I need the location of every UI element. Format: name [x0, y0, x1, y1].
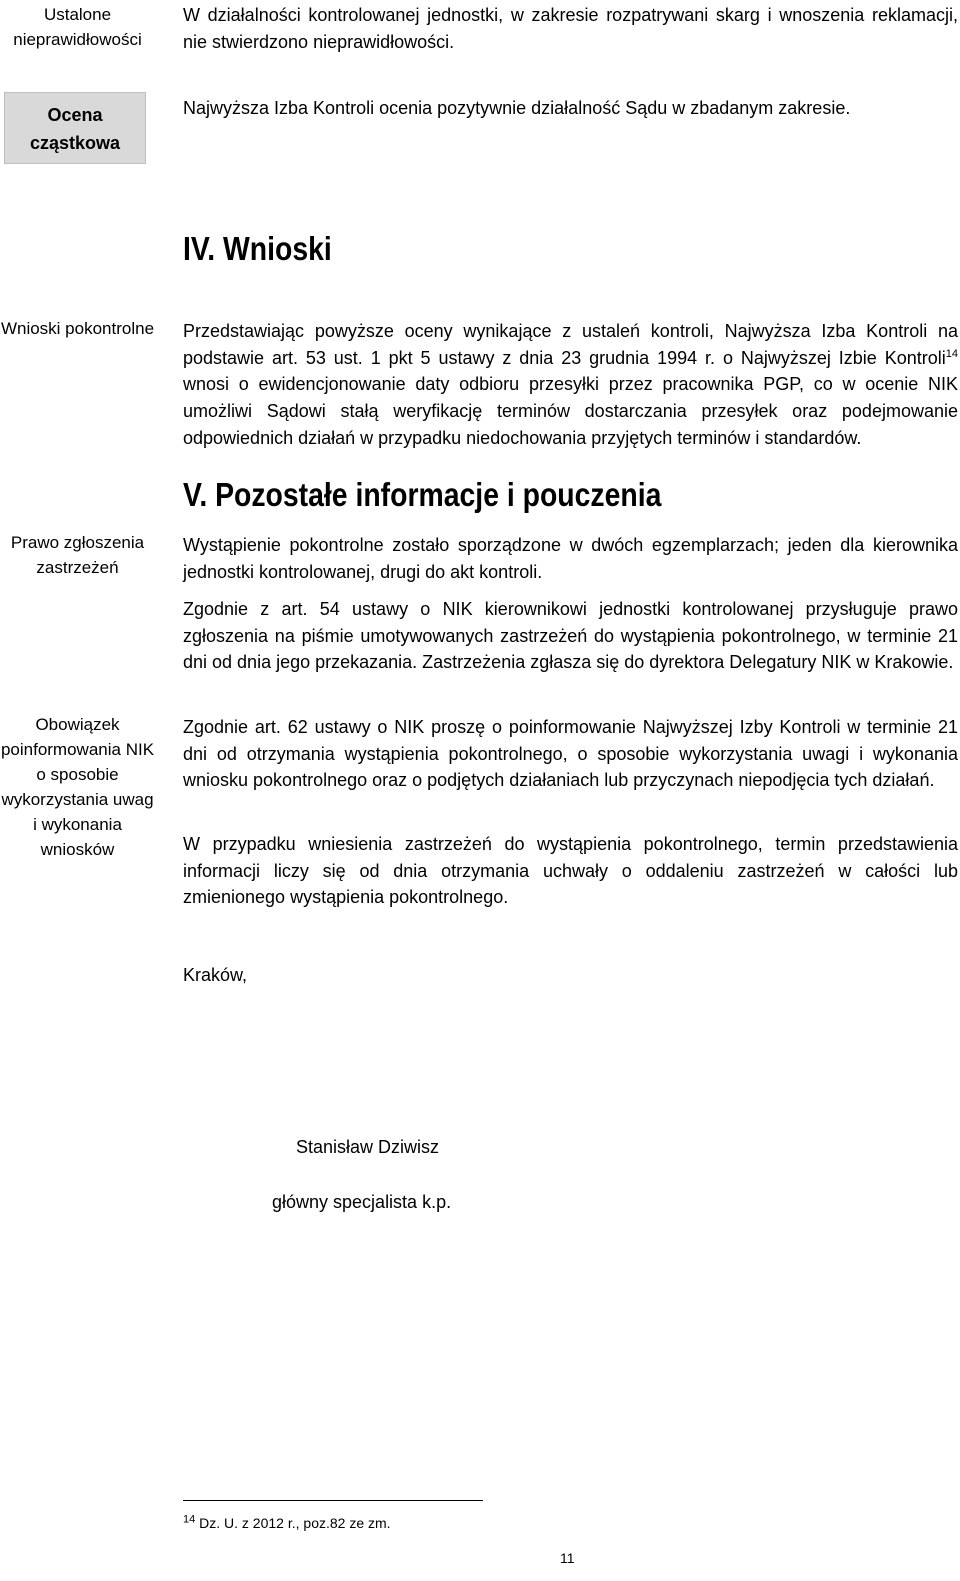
side-label-wnioski: Wnioski pokontrolne [0, 319, 155, 338]
para-wnioski [183, 318, 958, 452]
heading-iv: IV. Wnioski [183, 230, 332, 267]
footnote-number: 14 [183, 1513, 196, 1526]
para-v2: Zgodnie z art. 54 ustawy o NIK kierownikowi jednostki kontrolowanej przysługuje prawo zgłoszenia na piśmie umotywowanych zastrzeżeń do wystąpienia pokontrolnego, w terminie 21 dni od dnia jego przekazania. Zastrzeżenia zgłasza się do dyrektora Delegatury NIK w Krakowie. [183, 599, 958, 673]
signer-name: Stanisław Dziwisz [296, 1137, 440, 1157]
footnote [183, 1515, 391, 1531]
side-label-obowiazek: Obowiązek poinformowania NIK o sposobie wykorzystania uwag i wykonania wniosków [0, 715, 155, 859]
side-label-prawo: Prawo zgłoszenia zastrzeżeń [10, 533, 145, 577]
page-number: 11 [560, 1550, 575, 1566]
para-wnioski-part-a: Przedstawiając powyższe oceny wynikające z ustaleń kontroli, Najwyższa Izba Kontroli na podstawie art. 53 ust. 1 pkt 5 ustawy z dnia 23 grudnia 1994 r. o Najwyższej Izbie Kontroli [183, 321, 958, 368]
footnote-rule [183, 1500, 483, 1501]
side-label-ocena: Ocena cząstkowa [4, 92, 146, 164]
heading-v: V. Pozostałe informacje i pouczenia [183, 476, 662, 513]
place: Kraków, [183, 965, 248, 985]
para-v4: W przypadku wniesienia zastrzeżeń do wystąpienia pokontrolnego, termin przedstawienia informacji liczy się od dnia otrzymania uchwały o oddaleniu zastrzeżeń w całości lub zmienionego wystąpienia pokontrolnego. [183, 834, 958, 908]
footnote-text: Dz. U. z 2012 r., poz.82 ze zm. [195, 1515, 391, 1531]
para-ustalone: W działalności kontrolowanej jednostki, w zakresie rozpatrywani skarg i wnoszenia reklamacji, nie stwierdzono nieprawidłowości. [183, 5, 958, 52]
para-v1: Wystąpienie pokontrolne zostało sporządzone w dwóch egzemplarzach; jeden dla kierownika jednostki kontrolowanej, drugi do akt kontroli. [183, 535, 958, 582]
para-wnioski-part-b: wnosi o ewidencjonowanie daty odbioru przesyłki przez pracownika PGP, co w ocenie NIK umożliwi Sądowi stałą weryfikację terminów dostarczania przesyłek oraz podejmowanie odpowiednich działań w przypadku niedochowania przyjętych terminów i standardów. [183, 374, 958, 448]
side-label-ustalone: Ustalone nieprawidłowości [13, 5, 142, 49]
para-v3: Zgodnie art. 62 ustawy o NIK proszę o poinformowanie Najwyższej Izby Kontroli w terminie 21 dni od otrzymania wystąpienia pokontrolnego, o sposobie wykorzystania uwagi i wykonania wniosku pokontrolnego oraz o podjętych działaniach lub przyczynach niepodjęcia tych działań. [183, 717, 958, 791]
footnote-ref: 14 [945, 347, 958, 360]
para-ocena: Najwyższa Izba Kontroli ocenia pozytywnie działalność Sądu w zbadanym zakresie. [183, 98, 851, 118]
signer-title: główny specjalista k.p. [272, 1192, 452, 1212]
